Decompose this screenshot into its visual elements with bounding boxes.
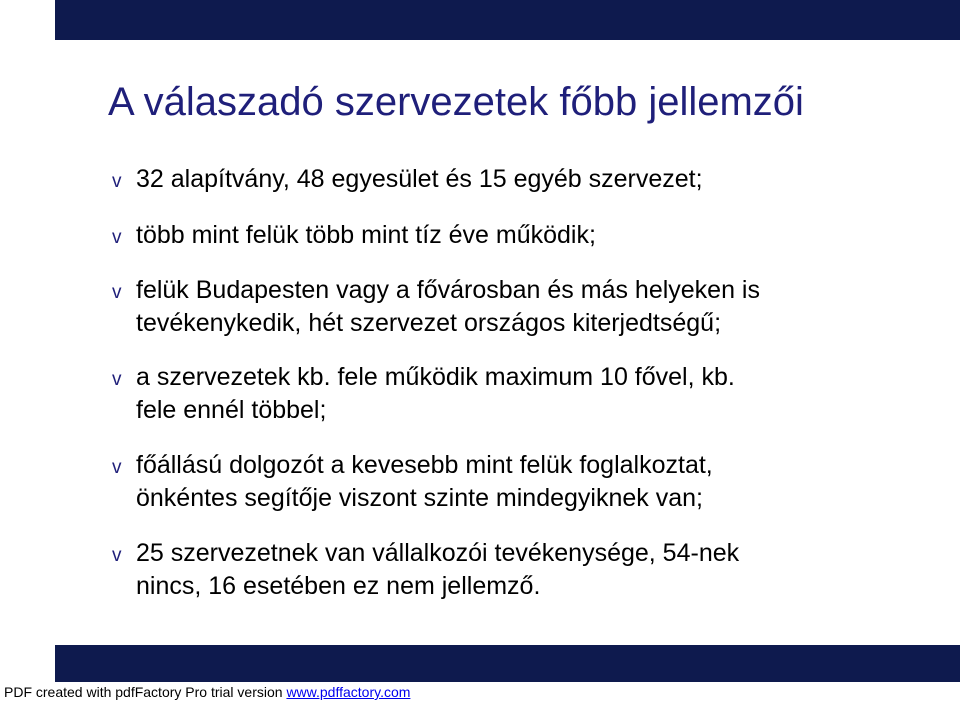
bullet-marker: v <box>112 282 122 303</box>
bottom-decorative-bar <box>55 645 960 682</box>
bullet-text-continued: nincs, 16 esetében ez nem jellemző. <box>136 572 541 600</box>
bullet-item <box>112 274 760 340</box>
bullet-marker: v <box>112 457 122 478</box>
bullet-text: főállású dolgozót a kevesebb mint felük foglalkoztat, <box>136 451 713 479</box>
slide-title: A válaszadó szervezetek főbb jellemzői <box>108 80 804 124</box>
bullet-item <box>112 361 735 427</box>
footer-text: PDF created with pdfFactory Pro trial version <box>4 684 287 700</box>
bullet-text: felük Budapesten vagy a fővárosban és más helyeken is <box>136 276 760 304</box>
bullet-text: 32 alapítvány, 48 egyesület és 15 egyéb szervezet; <box>136 165 703 193</box>
bullet-text-continued: fele ennél többel; <box>136 396 327 424</box>
bullet-item <box>112 219 596 252</box>
footer-link[interactable]: www.pdffactory.com <box>286 684 411 700</box>
bullet-item <box>112 537 739 603</box>
bullet-text-continued: tevékenykedik, hét szervezet országos kiterjedtségű; <box>136 309 722 337</box>
bullet-item <box>112 449 713 515</box>
bullet-marker: v <box>112 545 122 566</box>
bullet-marker: v <box>112 171 122 192</box>
bullet-text: a szervezetek kb. fele működik maximum 10 fővel, kb. <box>136 363 735 391</box>
pdf-footer <box>4 683 410 701</box>
bullet-item <box>112 163 703 196</box>
bullet-marker: v <box>112 369 122 390</box>
bullet-text: 25 szervezetnek van vállalkozói tevékenysége, 54-nek <box>136 539 740 567</box>
bullet-text: több mint felük több mint tíz éve működik; <box>136 221 596 249</box>
bullet-text-continued: önkéntes segítője viszont szinte mindegyiknek van; <box>136 484 703 512</box>
bullet-marker: v <box>112 227 122 248</box>
